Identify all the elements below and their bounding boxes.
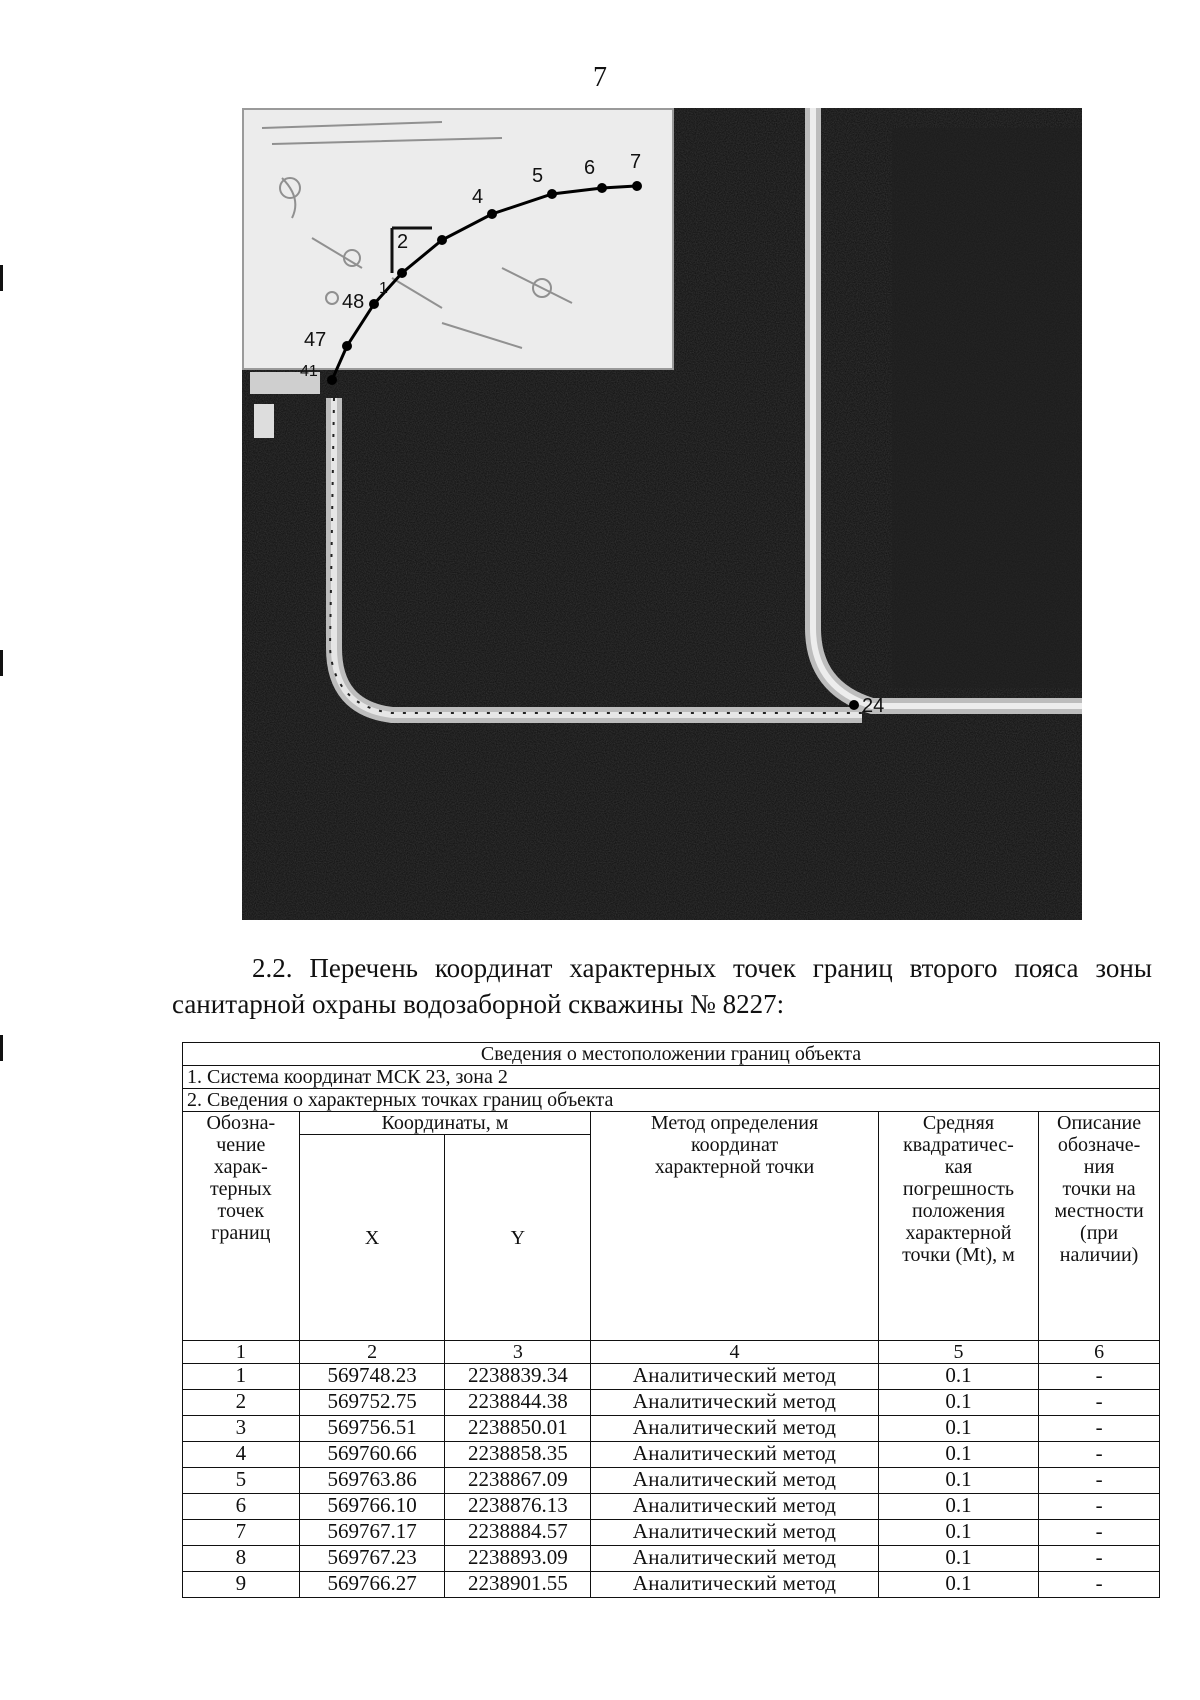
column-number: 2	[299, 1341, 445, 1364]
coordinate-x-cell: 569763.86	[299, 1468, 445, 1494]
boundary-point	[632, 181, 642, 191]
column-number: 4	[591, 1341, 878, 1364]
coordinate-y-cell: 2238884.57	[445, 1520, 591, 1546]
coordinate-x-cell: 569767.23	[299, 1546, 445, 1572]
point-number-cell: 9	[183, 1572, 300, 1598]
coordinate-x-cell: 569756.51	[299, 1416, 445, 1442]
scan-edge-mark-3	[0, 1035, 3, 1061]
point-number-cell: 2	[183, 1390, 300, 1416]
description-cell: -	[1039, 1416, 1160, 1442]
header-description: Описание обозначе- ния точки на местности (при наличии)	[1039, 1112, 1160, 1341]
coordinate-rows	[183, 1364, 1160, 1598]
header-designation: Обозна- чение харак- терных точек границ	[183, 1112, 300, 1341]
coordinate-y-cell: 2238876.13	[445, 1494, 591, 1520]
mean-square-error-cell: 0.1	[878, 1364, 1038, 1390]
table-row	[183, 1390, 1160, 1416]
table-row	[183, 1364, 1160, 1390]
method-cell: Аналитический метод	[591, 1442, 878, 1468]
column-number: 1	[183, 1341, 300, 1364]
point-label-2: 2	[397, 231, 409, 253]
point-label-48: 48	[342, 291, 365, 313]
boundary-point	[437, 235, 447, 245]
table-row	[183, 1442, 1160, 1468]
method-cell: Аналитический метод	[591, 1520, 878, 1546]
coordinate-x-cell: 569766.10	[299, 1494, 445, 1520]
table-row	[183, 1468, 1160, 1494]
description-cell: -	[1039, 1442, 1160, 1468]
coordinate-y-cell: 2238844.38	[445, 1390, 591, 1416]
column-number: 3	[445, 1341, 591, 1364]
description-cell: -	[1039, 1364, 1160, 1390]
method-cell: Аналитический метод	[591, 1468, 878, 1494]
point-label-1: 1	[379, 280, 388, 297]
point-number-cell: 8	[183, 1546, 300, 1572]
mean-square-error-cell: 0.1	[878, 1546, 1038, 1572]
mean-square-error-cell: 0.1	[878, 1468, 1038, 1494]
description-cell: -	[1039, 1494, 1160, 1520]
point-label-4: 4	[472, 186, 484, 208]
scan-edge-mark-2	[0, 650, 3, 676]
point-label-5: 5	[532, 165, 544, 187]
point-label-41: 41	[300, 363, 318, 380]
table-row	[183, 1520, 1160, 1546]
method-cell: Аналитический метод	[591, 1494, 878, 1520]
table-row	[183, 1546, 1160, 1572]
coordinates-table	[182, 1042, 1160, 1598]
mean-square-error-cell: 0.1	[878, 1494, 1038, 1520]
mean-square-error-cell: 0.1	[878, 1520, 1038, 1546]
points-info-title: 2. Сведения о характерных точках границ объекта	[183, 1089, 1160, 1112]
table-row	[183, 1416, 1160, 1442]
section-title: 2.2. Перечень координат характерных точек границ второго пояса зоны санитарной охраны водозаборной скважины № 8227:	[172, 953, 1152, 1019]
description-cell: -	[1039, 1520, 1160, 1546]
scan-edge-mark-1	[0, 265, 3, 291]
point-number-cell: 3	[183, 1416, 300, 1442]
point-label-7: 7	[630, 151, 642, 173]
description-cell: -	[1039, 1546, 1160, 1572]
method-cell: Аналитический метод	[591, 1546, 878, 1572]
method-cell: Аналитический метод	[591, 1416, 878, 1442]
map-svg	[242, 108, 1082, 920]
boundary-point	[849, 700, 859, 710]
header-y: Y	[445, 1135, 591, 1341]
table-title: Сведения о местоположении границ объекта	[183, 1043, 1160, 1066]
boundary-point	[487, 209, 497, 219]
mean-square-error-cell: 0.1	[878, 1442, 1038, 1468]
point-label-47: 47	[304, 329, 327, 351]
boundary-map	[242, 108, 1082, 920]
method-cell: Аналитический метод	[591, 1390, 878, 1416]
coordinate-x-cell: 569760.66	[299, 1442, 445, 1468]
point-number-cell: 7	[183, 1520, 300, 1546]
boundary-point	[547, 189, 557, 199]
point-label-6: 6	[584, 157, 596, 179]
page-number: 7	[593, 62, 607, 93]
coordinate-x-cell: 569752.75	[299, 1390, 445, 1416]
point-number-cell: 5	[183, 1468, 300, 1494]
coordinate-y-cell: 2238850.01	[445, 1416, 591, 1442]
header-method: Метод определения координат характерной точки	[591, 1112, 878, 1341]
coordinate-y-cell: 2238893.09	[445, 1546, 591, 1572]
point-number-cell: 4	[183, 1442, 300, 1468]
coordinate-y-cell: 2238901.55	[445, 1572, 591, 1598]
method-cell: Аналитический метод	[591, 1572, 878, 1598]
coordinate-y-cell: 2238858.35	[445, 1442, 591, 1468]
boundary-point	[327, 375, 337, 385]
coordinate-y-cell: 2238839.34	[445, 1364, 591, 1390]
inset-legend-2	[254, 404, 274, 438]
table-row	[183, 1572, 1160, 1598]
description-cell: -	[1039, 1468, 1160, 1494]
mean-square-error-cell: 0.1	[878, 1572, 1038, 1598]
mean-square-error-cell: 0.1	[878, 1416, 1038, 1442]
boundary-point	[369, 299, 379, 309]
coordinate-system: 1. Система координат МСК 23, зона 2	[183, 1066, 1160, 1089]
header-x: X	[299, 1135, 445, 1341]
column-number: 6	[1039, 1341, 1160, 1364]
coordinate-y-cell: 2238867.09	[445, 1468, 591, 1494]
description-cell: -	[1039, 1390, 1160, 1416]
boundary-point	[597, 183, 607, 193]
coordinate-x-cell: 569748.23	[299, 1364, 445, 1390]
boundary-point	[397, 268, 407, 278]
table-row	[183, 1494, 1160, 1520]
coordinate-x-cell: 569766.27	[299, 1572, 445, 1598]
header-error: Средняя квадратичес- кая погрешность положения характерной точки (Mt), м	[878, 1112, 1038, 1341]
point-number-cell: 1	[183, 1364, 300, 1390]
point-label-24: 24	[862, 695, 885, 717]
method-cell: Аналитический метод	[591, 1364, 878, 1390]
boundary-point	[342, 341, 352, 351]
mean-square-error-cell: 0.1	[878, 1390, 1038, 1416]
coordinate-x-cell: 569767.17	[299, 1520, 445, 1546]
header-coordinates: Координаты, м	[299, 1112, 591, 1135]
point-number-cell: 6	[183, 1494, 300, 1520]
map-dark-patch	[892, 128, 1082, 688]
column-number: 5	[878, 1341, 1038, 1364]
description-cell: -	[1039, 1572, 1160, 1598]
